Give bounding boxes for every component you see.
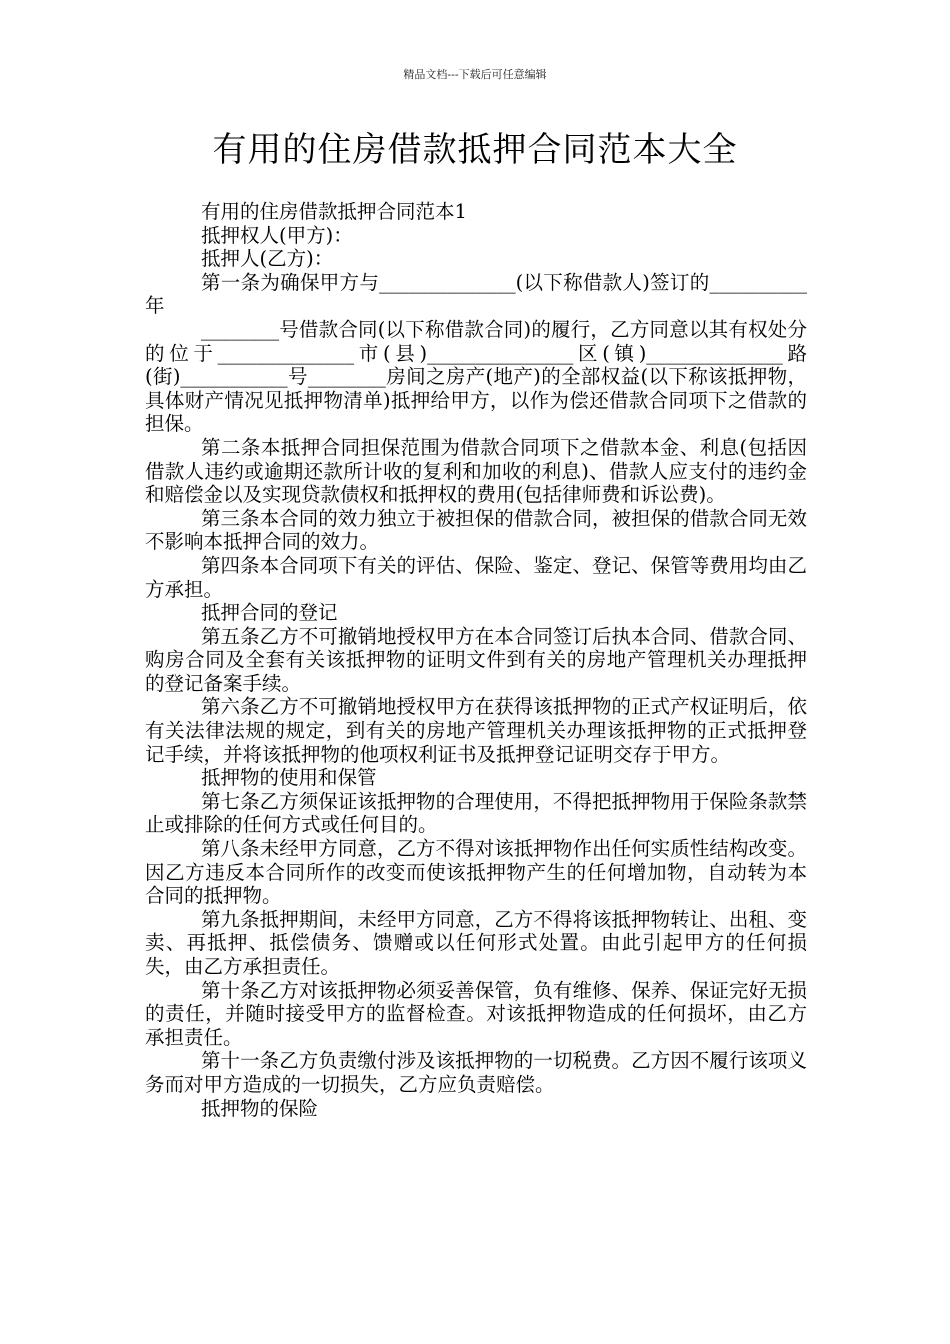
article-1-intro: 第一条为确保甲方与______________(以下称借款人)签订的__________年 — [145, 270, 807, 318]
article-9: 第九条抵押期间，未经甲方同意，乙方不得将该抵押物转让、出租、变卖、再抵押、抵偿债务、馈赠或以任何形式处置。由此引起甲方的任何损失，由乙方承担责任。 — [145, 907, 807, 978]
article-7: 第七条乙方须保证该抵押物的合理使用，不得把抵押物用于保险条款禁止或排除的任何方式或任何目的。 — [145, 789, 807, 837]
section-heading-registration: 抵押合同的登记 — [201, 601, 338, 625]
header-note: 精品文档---下载后可任意编辑 — [403, 68, 547, 81]
section-heading-use-and-custody: 抵押物的使用和保管 — [201, 766, 377, 790]
party-a-line: 抵押权人(甲方)： — [201, 223, 353, 247]
article-10: 第十条乙方对该抵押物必须妥善保管，负有维修、保养、保证完好无损的责任，并随时接受甲方的监督检查。对该抵押物造成的任何损坏，由乙方承担责任。 — [145, 978, 807, 1049]
document-title: 有用的住房借款抵押合同范本大全 — [212, 130, 738, 170]
section-heading-insurance: 抵押物的保险 — [201, 1096, 319, 1120]
document-body — [145, 200, 807, 1120]
article-4: 第四条本合同项下有关的评估、保险、鉴定、登记、保管等费用均由乙方承担。 — [145, 553, 807, 601]
article-11: 第十一条乙方负责缴付涉及该抵押物的一切税费。乙方因不履行该项义务而对甲方造成的一切损失，乙方应负责赔偿。 — [145, 1049, 807, 1096]
article-3: 第三条本合同的效力独立于被担保的借款合同，被担保的借款合同无效不影响本抵押合同的效力。 — [145, 506, 807, 554]
article-5: 第五条乙方不可撤销地授权甲方在本合同签订后执本合同、借款合同、购房合同及全套有关该抵押物的证明文件到有关的房地产管理机关办理抵押的登记备案手续。 — [145, 624, 807, 695]
article-8: 第八条未经甲方同意，乙方不得对该抵押物作出任何实质性结构改变。因乙方违反本合同所作的改变而使该抵押物产生的任何增加物，自动转为本合同的抵押物。 — [145, 837, 807, 908]
party-b-line: 抵押人(乙方)： — [201, 247, 334, 271]
article-6: 第六条乙方不可撤销地授权甲方在获得该抵押物的正式产权证明后，依有关法律法规的规定，到有关的房地产管理机关办理该抵押物的正式抵押登记手续，并将该抵押物的他项权利证书及抵押登记证明交存于甲方。 — [145, 695, 807, 766]
subtitle: 有用的住房借款抵押合同范本1 — [201, 200, 467, 223]
article-2: 第二条本抵押合同担保范围为借款合同项下之借款本金、利息(包括因借款人违约或逾期还款所计收的复利和加收的利息)、借款人应支付的违约金和赔偿金以及实现贷款债权和抵押权的费用(包括律师费和诉讼费)。 — [145, 435, 807, 507]
article-1-body: ________号借款合同(以下称借款合同)的履行，乙方同意以其有权处分的位于______________市(县)_______________区(镇)______________路(街)___________号________房间之房产(地产)的全部权益(以下称该抵押物，具体财产情况见抵押物清单)抵押给甲方，以作为偿还借款合同项下之借款的担保。 — [145, 317, 807, 436]
